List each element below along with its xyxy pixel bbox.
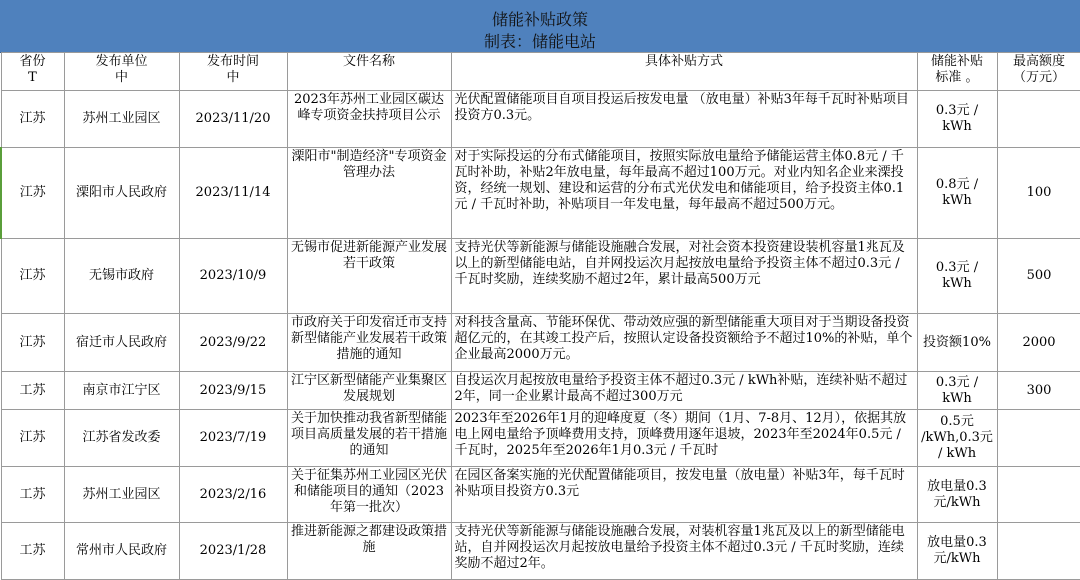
cell-document[interactable]: 无锡市促进新能源产业发展若干政策 [287,239,451,314]
cell-method[interactable]: 支持光伏等新能源与储能设施融合发展，对装机容量1兆瓦及以上的新型储能电站，自并网投运次月起按放电量给予投资主体不超过0.3元 / 千瓦时奖励，连续奖励不超过2年。 [451,523,917,580]
cell-document[interactable]: 关于加快推动我省新型储能项目高质量发展的若干措施的通知 [287,410,451,467]
cell-publisher[interactable]: 常州市人民政府 [64,523,179,580]
header-date[interactable]: 发布时间 中 [179,53,287,91]
title-band [0,0,1080,53]
cell-max-amount[interactable] [997,410,1080,467]
cell-standard[interactable]: 0.3元 / kWh [917,372,997,410]
cell-publisher[interactable]: 苏州工业园区 [64,91,179,148]
cell-date[interactable]: 2023/2/16 [179,467,287,523]
cell-method[interactable]: 对于实际投运的分布式储能项目，按照实际放电量给予储能运营主体0.8元 / 千瓦时补助，补贴2年放电量，每年最高不超过100万元。对业内知名企业来溧投资，经统一规划、建设和运营的分布式光伏发电和储能项目，给予投资主体0.1元 / 千瓦时补助，补贴项目一年发电量，每年最高不超过500万元。 [451,148,917,239]
cell-method[interactable]: 光伏配置储能项目自项目投运后按发电量 （放电量）补贴3年每千瓦时补贴项目投资方0.3元。 [451,91,917,148]
cell-max-amount[interactable] [997,523,1080,580]
table-row [1,314,1080,372]
header-document[interactable]: 文件名称 [287,53,451,91]
cell-date[interactable]: 2023/11/20 [179,91,287,148]
cell-date[interactable]: 2023/11/14 [179,148,287,239]
cell-date[interactable]: 2023/9/22 [179,314,287,372]
cell-method[interactable]: 2023年至2026年1月的迎峰度夏（冬）期间（1月、7-8月、12月），依据其放电上网电量给予顶峰费用支持，顶峰费用逐年退坡，2023年至2024年0.5元 / 千瓦时，2025年至2026年1月0.3元 / 千瓦时 [451,410,917,467]
sheet-title: 储能补贴政策 [491,10,588,29]
cell-province[interactable]: 江苏 [1,410,64,467]
cell-province[interactable]: 工苏 [1,523,64,580]
cell-standard[interactable]: 0.5元 /kWh,0.3元 / kWh [917,410,997,467]
table-row [1,467,1080,523]
cell-max-amount[interactable]: 500 [997,239,1080,314]
cell-province[interactable]: 工苏 [1,467,64,523]
policy-table [0,52,1080,580]
cell-province[interactable]: 江苏 [1,91,64,148]
cell-province[interactable]: 江苏 [1,148,64,239]
cell-province[interactable]: 工苏 [1,372,64,410]
header-publisher[interactable]: 发布单位 中 [64,53,179,91]
header-max-amount[interactable]: 最高额度 （万元） [997,53,1080,91]
cell-document[interactable]: 江宁区新型储能产业集聚区发展规划 [287,372,451,410]
cell-document[interactable]: 关于征集苏州工业园区光伏和储能项目的通知（2023年第一批次） [287,467,451,523]
cell-method[interactable]: 对科技含量高、节能环保优、带动效应强的新型储能重大项目对于当期设备投资超亿元的，在其竣工投产后，按照认定设备投资额给予不超过10%的补贴，单个企业最高2000万元。 [451,314,917,372]
cell-date[interactable]: 2023/7/19 [179,410,287,467]
cell-document[interactable]: 2023年苏州工业园区碳达峰专项资金扶持项目公示 [287,91,451,148]
table-row [1,239,1080,314]
cell-standard[interactable]: 0.3元 / kWh [917,239,997,314]
cell-publisher[interactable]: 苏州工业园区 [64,467,179,523]
cell-publisher[interactable]: 无锡市政府 [64,239,179,314]
header-method[interactable]: 具体补贴方式 [451,53,917,91]
sheet-subtitle: 制表：储能电站 [483,32,596,51]
cell-document[interactable]: 推进新能源之都建设政策措施 [287,523,451,580]
cell-standard[interactable]: 0.3元 / kWh [917,91,997,148]
table-row [1,523,1080,580]
table-row [1,410,1080,467]
table-row [1,91,1080,148]
table-row [1,148,1080,239]
cell-publisher[interactable]: 江苏省发改委 [64,410,179,467]
cell-document[interactable]: 市政府关于印发宿迁市支持新型储能产业发展若干政策措施的通知 [287,314,451,372]
cell-standard[interactable]: 投资额10% [917,314,997,372]
cell-publisher[interactable]: 溧阳市人民政府 [64,148,179,239]
cell-max-amount[interactable] [997,467,1080,523]
header-standard[interactable]: 储能补贴 标准 。 [917,53,997,91]
cell-date[interactable]: 2023/1/28 [179,523,287,580]
cell-standard[interactable]: 0.8元 / kWh [917,148,997,239]
cell-publisher[interactable]: 宿迁市人民政府 [64,314,179,372]
cell-province[interactable]: 江苏 [1,314,64,372]
cell-max-amount[interactable] [997,91,1080,148]
cell-date[interactable]: 2023/10/9 [179,239,287,314]
table-row [1,372,1080,410]
cell-publisher[interactable]: 南京市江宁区 [64,372,179,410]
header-province[interactable]: 省份 T [1,53,64,91]
cell-method[interactable]: 支持光伏等新能源与储能设施融合发展，对社会资本投资建设装机容量1兆瓦及以上的新型储能电站，自并网投运次月起按放电量给予投资主体不超过0.3元 / 千瓦时奖励，连续奖励不超过2年，累计最高500万元 [451,239,917,314]
cell-method[interactable]: 自投运次月起按放电量给予投资主体不超过0.3元 / kWh补贴，连续补贴不超过2年，同一企业累计最高不超过300万元 [451,372,917,410]
header-row [1,53,1080,91]
cell-province[interactable]: 江苏 [1,239,64,314]
cell-standard[interactable]: 放电量0.3元/kWh [917,467,997,523]
cell-document[interactable]: 溧阳市"制造经济"专项资金管理办法 [287,148,451,239]
cell-method[interactable]: 在园区备案实施的光伏配置储能项目，按发电量（放电量）补贴3年，每千瓦时补贴项目投资方0.3元 [451,467,917,523]
cell-max-amount[interactable]: 2000 [997,314,1080,372]
cell-standard[interactable]: 放电量0.3元/kWh [917,523,997,580]
cell-max-amount[interactable]: 100 [997,148,1080,239]
cell-max-amount[interactable]: 300 [997,372,1080,410]
cell-date[interactable]: 2023/9/15 [179,372,287,410]
